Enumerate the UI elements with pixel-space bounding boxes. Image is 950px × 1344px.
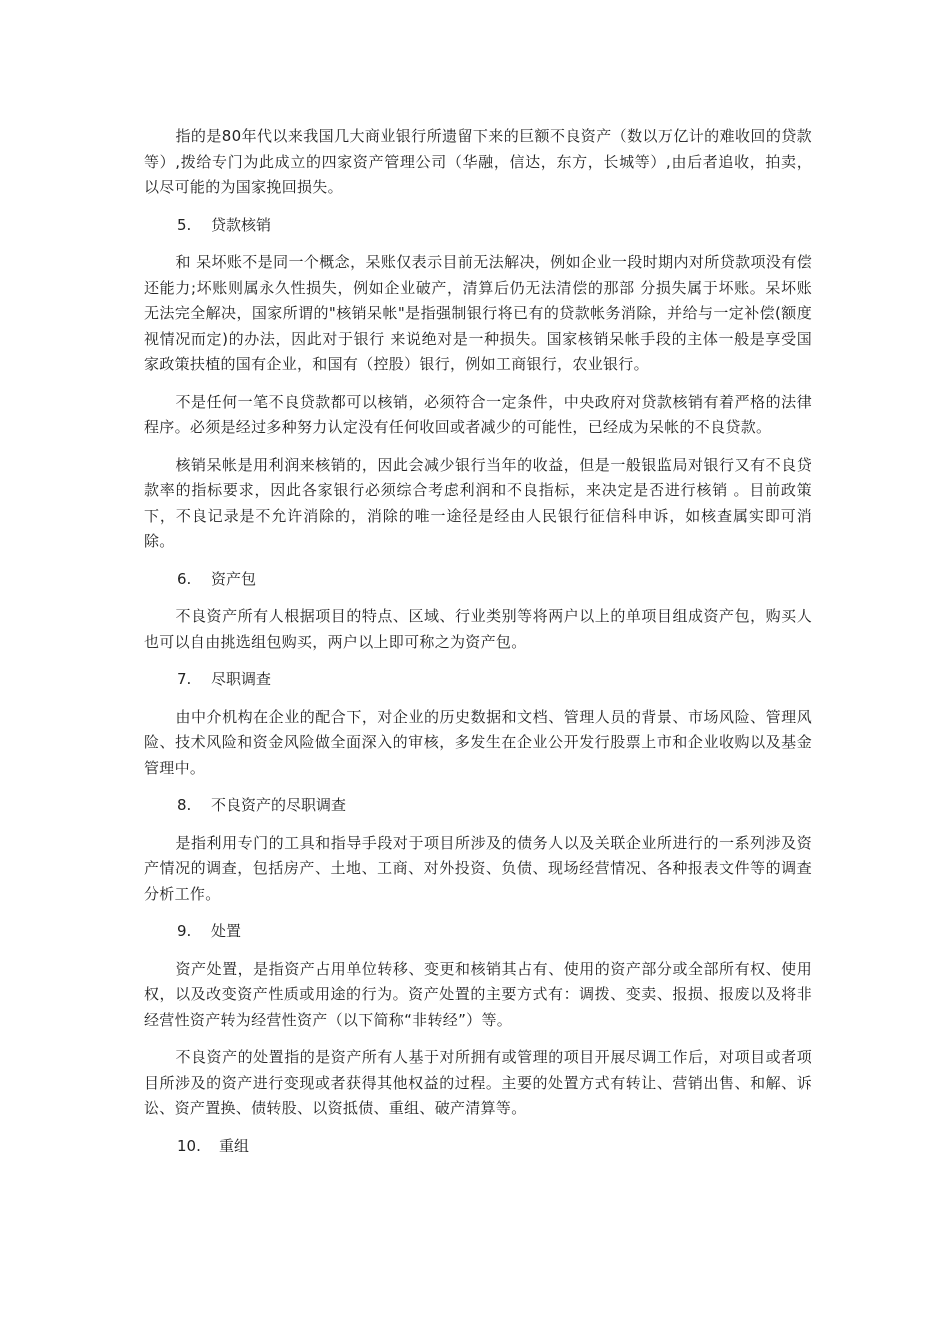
section-number: 10. [177,1136,201,1155]
section-heading-8 [144,793,812,819]
section-heading-5 [144,213,812,239]
paragraph: 不良资产的处置指的是资产所有人基于对所拥有或管理的项目开展尽调工作后，对项目或者项目所涉及的资产进行变现或者获得其他权益的过程。主要的处置方式有转让、营销出售、和解、诉讼、资产置换、债转股、以资抵债、重组、破产清算等。 [144,1048,812,1117]
paragraph: 不是任何一笔不良贷款都可以核销，必须符合一定条件，中央政府对贷款核销有着严格的法律程序。必须是经过多种努力认定没有任何收回或者减少的可能性，已经成为呆帐的不良贷款。 [144,392,812,436]
section-number: 7. [177,670,192,688]
section-number: 5. [177,215,192,234]
paragraph: 核销呆帐是用利润来核销的，因此会减少银行当年的收益，但是一般银监局对银行又有不良贷款率的指标要求，因此各家银行必须综合考虑利润和不良指标，来决定是否进行核销 。目前政策下，不良记录是不允许消除的，消除的唯一途径是经由人民银行征信科申诉，如核查属实即可消除。 [144,455,812,550]
section-number: 8. [177,796,192,814]
section-heading-9 [144,919,812,945]
section-title: 重组 [219,1136,250,1155]
section-heading-6 [144,567,812,593]
section-title: 尽职调查 [211,670,272,688]
section-number: 9. [177,922,192,940]
section-title: 不良资产的尽职调查 [211,796,347,814]
paragraph: 资产处置，是指资产占用单位转移、变更和核销其占有、使用的资产部分或全部所有权、使用权，以及改变资产性质或用途的行为。资产处置的主要方式有：调拨、变卖、报损、报废以及将非经营性资产转为经营性资产（以下简称“非转经”）等。 [144,959,812,1029]
section-number: 6. [177,569,192,588]
section-heading-7 [144,667,812,693]
paragraph: 和 呆坏账不是同一个概念，呆账仅表示目前无法解决，例如企业一段时期内对所贷款项没有偿还能力;坏账则属永久性损失，例如企业破产，清算后仍无法清偿的那部 分损失属于坏账。呆坏账无法完全解决，国家所谓的"核销呆帐"是指强制银行将已有的贷款帐务消除，并给与一定补偿(额度视情况而定)的办法，因此对于银行 来说绝对是一种损失。国家核销呆帐手段的主体一般是享受国家政策扶植的国有企业，和国有（控股）银行，例如工商银行，农业银行。 [144,253,812,373]
paragraph: 指的是80年代以来我国几大商业银行所遗留下来的巨额不良资产（数以万亿计的难收回的贷款等）,拨给专门为此成立的四家资产管理公司（华融，信达，东方，长城等）,由后者追收，拍卖，以尽可能的为国家挽回损失。 [144,127,812,196]
paragraph: 由中介机构在企业的配合下，对企业的历史数据和文档、管理人员的背景、市场风险、管理风险、技术风险和资金风险做全面深入的审核，多发生在企业公开发行股票上市和企业收购以及基金管理中。 [144,707,812,777]
section-heading-10 [144,1134,812,1160]
section-title: 资产包 [211,569,257,588]
section-title: 处置 [211,922,242,940]
document-page [144,124,812,1171]
paragraph: 是指利用专门的工具和指导手段对于项目所涉及的债务人以及关联企业所进行的一系列涉及资产情况的调查，包括房产、土地、工商、对外投资、负债、现场经营情况、各种报表文件等的调查分析工作。 [144,833,812,903]
section-title: 贷款核销 [211,215,272,234]
paragraph: 不良资产所有人根据项目的特点、区域、行业类别等将两户以上的单项目组成资产包，购买人也可以自由挑选组包购买，两户以上即可称之为资产包。 [144,607,812,651]
